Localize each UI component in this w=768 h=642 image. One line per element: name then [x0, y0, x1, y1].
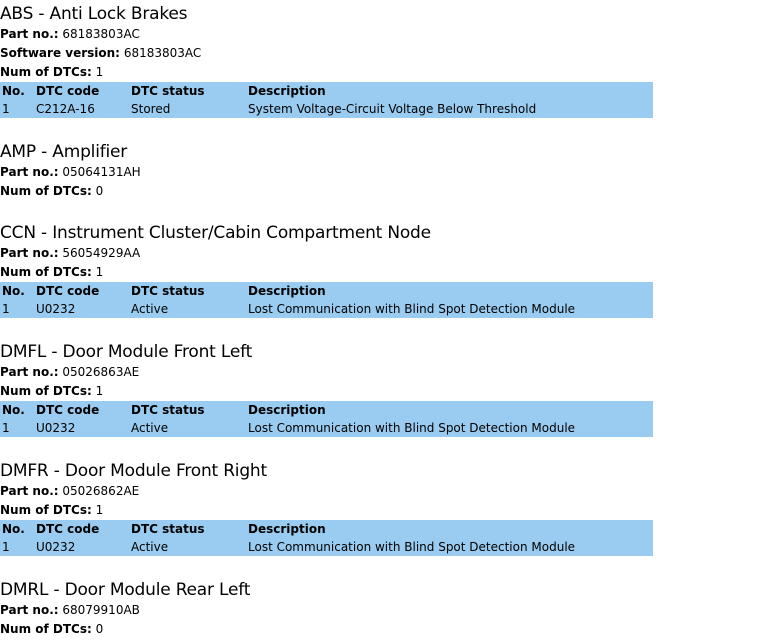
part-number-label: Part no.: — [0, 246, 59, 260]
part-number-value: 68079910AB — [62, 603, 140, 617]
module-title: DMRL - Door Module Rear Left — [0, 580, 251, 600]
header-dtc-code: DTC code — [36, 84, 100, 98]
header-dtc-status: DTC status — [131, 403, 205, 417]
dtc-table-header — [0, 401, 653, 419]
part-number-line — [0, 244, 660, 263]
header-no: No. — [2, 284, 25, 298]
num-dtcs-line — [0, 501, 660, 520]
software-version-value: 68183803AC — [123, 46, 202, 60]
software-version-line — [0, 44, 660, 63]
table-row — [0, 538, 653, 556]
dtc-table — [0, 520, 653, 556]
header-no: No. — [2, 403, 25, 417]
dtc-status: Active — [131, 540, 169, 554]
num-dtcs-line — [0, 63, 660, 82]
header-dtc-code: DTC code — [36, 403, 100, 417]
module-title: DMFR - Door Module Front Right — [0, 461, 267, 481]
num-dtcs-value: 1 — [95, 503, 104, 517]
header-no: No. — [2, 522, 25, 536]
part-number-line — [0, 363, 660, 382]
part-number-label: Part no.: — [0, 484, 59, 498]
num-dtcs-label: Num of DTCs: — [0, 622, 92, 636]
part-number-value: 05064131AH — [62, 165, 141, 179]
part-number-value: 68183803AC — [62, 27, 140, 41]
num-dtcs-line — [0, 620, 660, 639]
part-number-value: 56054929AA — [62, 246, 141, 260]
header-dtc-code: DTC code — [36, 284, 100, 298]
dtc-status: Active — [131, 302, 169, 316]
module-title: AMP - Amplifier — [0, 142, 128, 162]
table-row — [0, 300, 653, 318]
dtc-description: Lost Communication with Blind Spot Detection Module — [248, 302, 576, 316]
num-dtcs-value: 0 — [95, 622, 104, 636]
header-dtc-status: DTC status — [131, 284, 205, 298]
dtc-description: Lost Communication with Blind Spot Detection Module — [248, 421, 576, 435]
num-dtcs-value: 0 — [95, 184, 104, 198]
part-number-label: Part no.: — [0, 365, 59, 379]
part-number-label: Part no.: — [0, 165, 59, 179]
dtc-table-header — [0, 282, 653, 300]
part-number-value: 05026863AE — [62, 365, 140, 379]
num-dtcs-label: Num of DTCs: — [0, 503, 92, 517]
module-dmfl — [0, 341, 660, 437]
dtc-no: 1 — [2, 540, 10, 554]
header-dtc-status: DTC status — [131, 522, 205, 536]
num-dtcs-line — [0, 263, 660, 282]
num-dtcs-line — [0, 182, 660, 201]
dtc-description: Lost Communication with Blind Spot Detection Module — [248, 540, 576, 554]
num-dtcs-label: Num of DTCs: — [0, 384, 92, 398]
module-title: DMFL - Door Module Front Left — [0, 342, 253, 362]
module-ccn — [0, 222, 660, 318]
part-number-line — [0, 163, 660, 182]
header-no: No. — [2, 84, 25, 98]
module-amp — [0, 141, 660, 201]
dtc-description: System Voltage-Circuit Voltage Below Threshold — [248, 102, 537, 116]
header-description: Description — [248, 84, 326, 98]
dtc-table-header — [0, 520, 653, 538]
module-title: CCN - Instrument Cluster/Cabin Compartment Node — [0, 223, 431, 243]
dtc-no: 1 — [2, 421, 10, 435]
header-dtc-status: DTC status — [131, 84, 205, 98]
dtc-status: Stored — [131, 102, 171, 116]
dtc-table — [0, 282, 653, 318]
dtc-code: U0232 — [36, 421, 76, 435]
module-title: ABS - Anti Lock Brakes — [0, 4, 188, 24]
header-dtc-code: DTC code — [36, 522, 100, 536]
dtc-status: Active — [131, 421, 169, 435]
num-dtcs-value: 1 — [95, 384, 104, 398]
part-number-line — [0, 25, 660, 44]
num-dtcs-line — [0, 382, 660, 401]
num-dtcs-label: Num of DTCs: — [0, 65, 92, 79]
num-dtcs-value: 1 — [95, 265, 104, 279]
part-number-line — [0, 482, 660, 501]
module-dmrl — [0, 579, 660, 639]
dtc-no: 1 — [2, 302, 10, 316]
dtc-table — [0, 401, 653, 437]
dtc-code: U0232 — [36, 540, 76, 554]
dtc-code: U0232 — [36, 302, 76, 316]
table-row — [0, 100, 653, 118]
table-row — [0, 419, 653, 437]
part-number-label: Part no.: — [0, 603, 59, 617]
part-number-label: Part no.: — [0, 27, 59, 41]
header-description: Description — [248, 284, 326, 298]
num-dtcs-value: 1 — [95, 65, 104, 79]
dtc-table — [0, 82, 653, 118]
software-version-label: Software version: — [0, 46, 120, 60]
dtc-table-header — [0, 82, 653, 100]
part-number-value: 05026862AE — [62, 484, 140, 498]
part-number-line — [0, 601, 660, 620]
header-description: Description — [248, 522, 326, 536]
module-abs — [0, 3, 660, 118]
header-description: Description — [248, 403, 326, 417]
num-dtcs-label: Num of DTCs: — [0, 184, 92, 198]
module-dmfr — [0, 460, 660, 556]
num-dtcs-label: Num of DTCs: — [0, 265, 92, 279]
dtc-code: C212A-16 — [36, 102, 95, 116]
dtc-no: 1 — [2, 102, 10, 116]
